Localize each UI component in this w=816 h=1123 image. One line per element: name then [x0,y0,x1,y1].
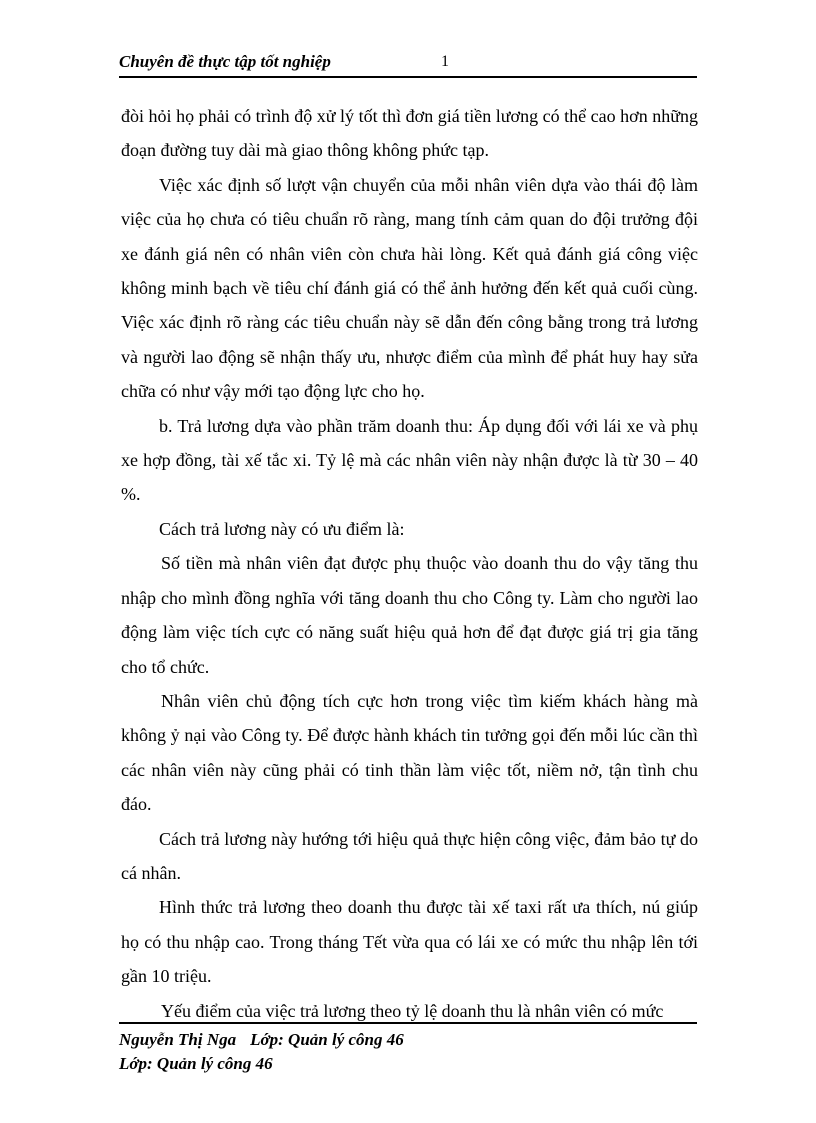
class-info-inline: Lớp: Quản lý công 46 [250,1030,404,1049]
body-text [121,99,698,1028]
paragraph: Cách trả lương này hướng tới hiệu quả thực hiện công việc, đảm bảo tự do cá nhân. [121,828,698,883]
author-name: Nguyễn Thị Nga [119,1030,237,1049]
document-title: Chuyên đề thực tập tốt nghiệp [119,52,331,71]
paragraph: Hình thức trả lương theo doanh thu được tài xế taxi rất ưa thích, nú giúp họ có thu nhập cao. Trong tháng Tết vừa qua có lái xe có mức thu nhập lên tới gần 10 triệu. [121,897,698,987]
header-divider [119,76,697,78]
page-number: 1 [441,53,449,70]
page-footer [119,1028,404,1076]
footer-divider [119,1022,697,1024]
paragraph: Số tiền mà nhân viên đạt được phụ thuộc vào doanh thu do vậy tăng thu nhập cho mình đồng nghĩa với tăng doanh thu cho Công ty. Làm cho người lao động làm việc tích cực có năng suất hiệu quả hơn để đạt được giá trị gia tăng cho tổ chức. [121,553,698,677]
class-info: Lớp: Quản lý công 46 [119,1054,273,1073]
paragraph: Nhân viên chủ động tích cực hơn trong việc tìm kiếm khách hàng mà không ỷ nại vào Công ty. Để được hành khách tin tưởng gọi đến mỗi lúc cần thì các nhân viên này cũng phải có tinh thần làm việc tốt, niềm nở, tận tình chu đáo. [121,690,698,815]
paragraph: đòi hỏi họ phải có trình độ xử lý tốt thì đơn giá tiền lương có thể cao hơn những đoạn đường tuy dài mà giao thông không phức tạp. [121,106,698,161]
paragraph: b. Trả lương dựa vào phần trăm doanh thu: Áp dụng đối với lái xe và phụ xe hợp đồng, tài xế tắc xi. Tỷ lệ mà các nhân viên này nhận được là từ 30 – 40 %. [121,415,698,505]
paragraph: Yếu điểm của việc trả lương theo tỷ lệ doanh thu là nhân viên có mức [161,1000,664,1021]
page-header [119,52,697,78]
paragraph: Việc xác định số lượt vận chuyển của mỗi nhân viên dựa vào thái độ làm việc của họ chưa có tiêu chuẩn rõ ràng, mang tính cảm quan do đội trưởng đội xe đánh giá nên có nhân viên còn chưa hài lòng. Kết quả đánh giá công việc không minh bạch về tiêu chí đánh giá có thể ảnh hưởng đến kết quả cuối cùng. Việc xác định rõ ràng các tiêu chuẩn này sẽ dẫn đến công bằng trong trả lương và người lao động sẽ nhận thấy ưu, nhược điểm của mình để phát huy hay sửa chữa có như vậy mới tạo động lực cho họ. [121,174,698,402]
footer-author-line [119,1028,404,1052]
paragraph: Cách trả lương này có ưu điểm là: [159,518,405,539]
